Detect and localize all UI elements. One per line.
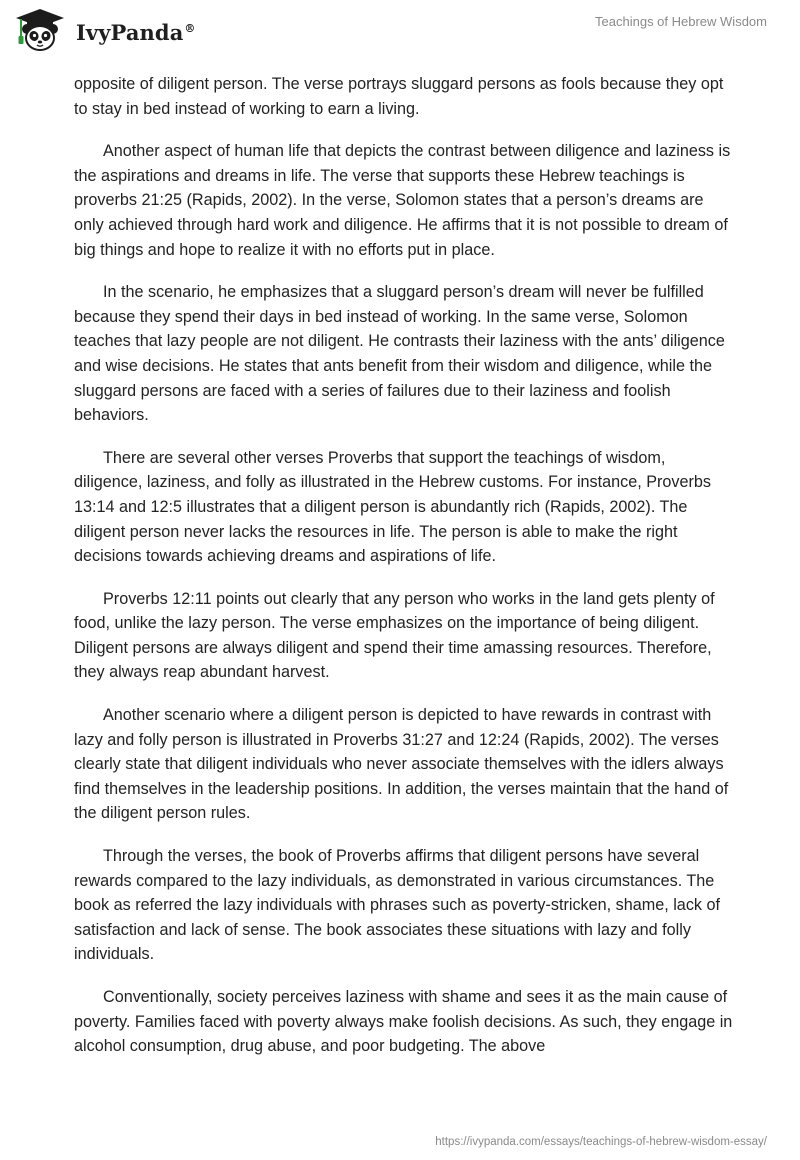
source-url-link[interactable]: https://ivypanda.com/essays/teachings-of-hebrew-wisdom-essay/: [435, 1136, 767, 1148]
panda-graduation-cap-icon: [14, 8, 66, 52]
page-header: [0, 0, 800, 70]
document-title: Teachings of Hebrew Wisdom: [595, 14, 767, 29]
paragraph: Proverbs 12:11 points out clearly that any person who works in the land gets plenty of food, unlike the lazy person. The verse emphasizes on the importance of being diligent. Diligent persons are always diligent and spend their time amassing resources. Therefore, they always reap abundant harvest.: [74, 589, 715, 682]
paragraph: Another scenario where a diligent person is depicted to have rewards in contrast with lazy and folly person is illustrated in Proverbs 31:27 and 12:24 (Rapids, 2002). The verses clearly state that diligent individuals who never associate themselves with the idlers always find themselves in the leadership positions. In addition, the verses maintain that the hand of the diligent person rules.: [74, 706, 729, 823]
paragraph: In the scenario, he emphasizes that a sluggard person’s dream will never be fulfilled because they spend their days in bed instead of working. In the same verse, Solomon teaches that lazy people are not diligent. He contrasts their laziness with the ants’ diligence and wise decisions. He states that ants benefit from their wisdom and diligence, while the sluggard persons are faced with a series of failures due to their laziness and foolish behaviors.: [74, 283, 725, 425]
brand-name: IvyPanda®: [76, 19, 196, 45]
paragraph: Conventionally, society perceives laziness with shame and sees it as the main cause of poverty. Families faced with poverty always make foolish decisions. As such, they engage in alcohol consumption, drug abuse, and poor budgeting. The above: [74, 988, 733, 1056]
registered-mark: ®: [184, 21, 196, 35]
paragraph: Through the verses, the book of Proverbs affirms that diligent persons have several rewards compared to the lazy individuals, as demonstrated in various circumstances. The book as referred the lazy individuals with phrases such as poverty-stricken, shame, lack of satisfaction and lack of sense. The book associates these situations with lazy and folly individuals.: [74, 847, 720, 964]
paragraph: Another aspect of human life that depicts the contrast between diligence and laziness is the aspirations and dreams in life. The verse that supports these Hebrew teachings is proverbs 21:25 (Rapids, 2002). In the verse, Solomon states that a person’s dreams are only achieved through hard work and diligence. He affirms that it is not possible to dream of big things and hope to realize it with no efforts put in place.: [74, 142, 731, 259]
essay-body: [74, 72, 734, 1077]
paragraph: opposite of diligent person. The verse portrays sluggard persons as fools because they opt to stay in bed instead of working to earn a living.: [74, 75, 724, 118]
paragraph: There are several other verses Proverbs that support the teachings of wisdom, diligence, laziness, and folly as illustrated in the Hebrew customs. For instance, Proverbs 13:14 and 12:5 illustrates that a diligent person is abundantly rich (Rapids, 2002). The diligent person never lacks the resources in life. The person is able to make the right decisions towards achieving dreams and aspirations of life.: [74, 448, 712, 566]
ivypanda-logo[interactable]: [14, 8, 196, 52]
